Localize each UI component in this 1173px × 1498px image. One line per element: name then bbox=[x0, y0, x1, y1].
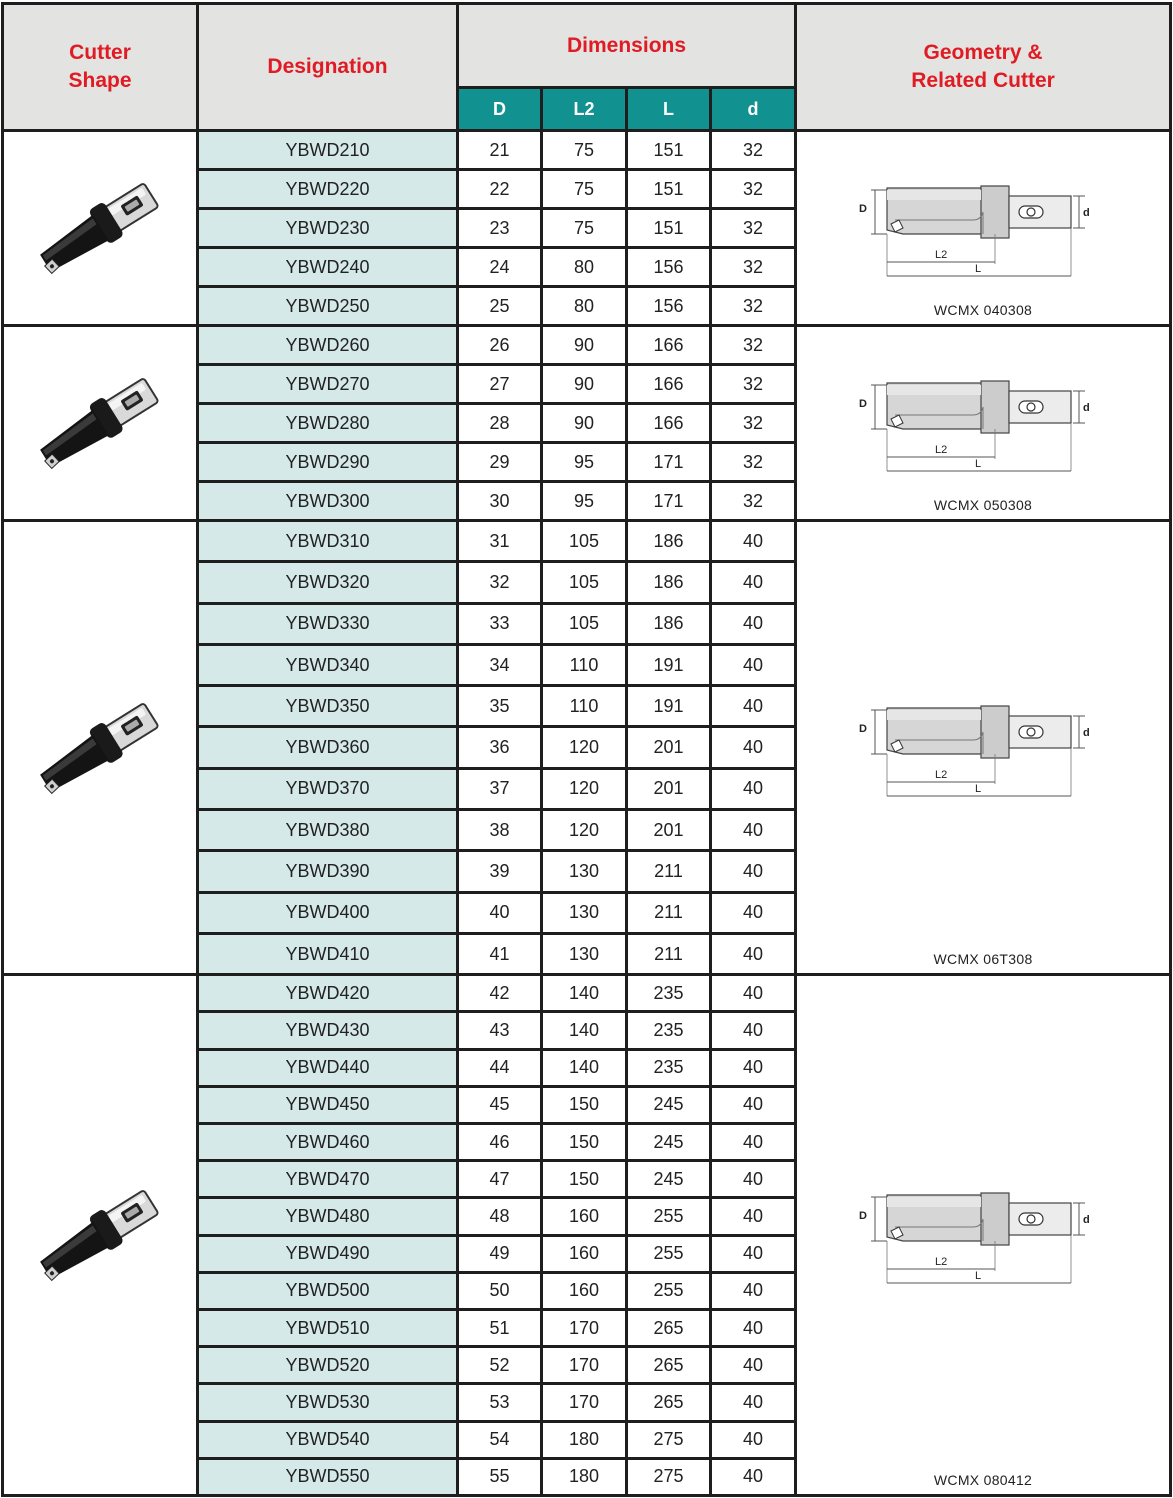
insert-code: WCMX 040308 bbox=[933, 302, 1033, 318]
dim-L-cell: 186 bbox=[627, 562, 711, 603]
dim-D-cell: 29 bbox=[458, 443, 542, 482]
dim-L-cell: 201 bbox=[627, 768, 711, 809]
dim-L2-cell: 80 bbox=[542, 287, 627, 326]
dim-L-cell: 245 bbox=[627, 1086, 711, 1123]
dim-L2-cell: 75 bbox=[542, 131, 627, 170]
dim-L-cell: 211 bbox=[627, 892, 711, 933]
dim-L2-cell: 105 bbox=[542, 562, 627, 603]
designation-cell: YBWD550 bbox=[198, 1458, 458, 1495]
dim-D-cell: 35 bbox=[458, 686, 542, 727]
dim-D-cell: 31 bbox=[458, 521, 542, 562]
drawing-label-L2: L2 bbox=[935, 1256, 948, 1269]
drawing-label-d: d bbox=[1083, 1214, 1090, 1227]
geometry-drawing bbox=[796, 131, 1171, 326]
cutter-dimension-drawing bbox=[853, 363, 1113, 483]
cutter-dimension-drawing bbox=[853, 168, 1113, 288]
insert-code: WCMX 080412 bbox=[933, 1471, 1033, 1488]
dim-D-cell: 51 bbox=[458, 1309, 542, 1346]
dim-L-cell: 255 bbox=[627, 1272, 711, 1309]
geometry-drawing bbox=[796, 975, 1171, 1496]
dim-L2-cell: 130 bbox=[542, 892, 627, 933]
spec-table bbox=[1, 2, 1172, 1497]
dim-L2-cell: 90 bbox=[542, 365, 627, 404]
dim-L-cell: 156 bbox=[627, 287, 711, 326]
designation-cell: YBWD370 bbox=[198, 768, 458, 809]
designation-cell: YBWD460 bbox=[198, 1124, 458, 1161]
dim-D-cell: 49 bbox=[458, 1235, 542, 1272]
dim-d-cell: 40 bbox=[711, 768, 796, 809]
dim-L-cell: 265 bbox=[627, 1347, 711, 1384]
drawing-label-D: D bbox=[859, 1210, 867, 1223]
dim-d-cell: 40 bbox=[711, 1384, 796, 1421]
designation-cell: YBWD220 bbox=[198, 170, 458, 209]
dim-L-cell: 186 bbox=[627, 603, 711, 644]
designation-cell: YBWD250 bbox=[198, 287, 458, 326]
drawing-label-L: L bbox=[975, 263, 982, 275]
dim-d-cell: 40 bbox=[711, 1458, 796, 1495]
drawing-label-L2: L2 bbox=[935, 444, 948, 456]
dim-d-cell: 40 bbox=[711, 1124, 796, 1161]
dim-D-cell: 45 bbox=[458, 1086, 542, 1123]
dim-d-cell: 40 bbox=[711, 1012, 796, 1049]
drawing-label-L2: L2 bbox=[935, 249, 948, 261]
designation-cell: YBWD270 bbox=[198, 365, 458, 404]
dim-d-cell: 40 bbox=[711, 686, 796, 727]
dim-L-cell: 275 bbox=[627, 1421, 711, 1458]
cutter-shape-image bbox=[3, 975, 198, 1496]
dim-L-cell: 235 bbox=[627, 1012, 711, 1049]
spec-table-body bbox=[3, 131, 1171, 1496]
dim-L2-cell: 170 bbox=[542, 1384, 627, 1421]
designation-cell: YBWD310 bbox=[198, 521, 458, 562]
dim-D-cell: 43 bbox=[458, 1012, 542, 1049]
drawing-label-L: L bbox=[975, 782, 982, 795]
dim-L-cell: 201 bbox=[627, 810, 711, 851]
drawing-label-d: d bbox=[1083, 402, 1090, 414]
dim-L-cell: 166 bbox=[627, 365, 711, 404]
dim-D-cell: 25 bbox=[458, 287, 542, 326]
dim-D-cell: 52 bbox=[458, 1347, 542, 1384]
dim-L2-cell: 130 bbox=[542, 933, 627, 974]
dim-L2-cell: 180 bbox=[542, 1421, 627, 1458]
dim-D-cell: 38 bbox=[458, 810, 542, 851]
cutter-shape-image bbox=[3, 521, 198, 975]
dim-L2-cell: 90 bbox=[542, 326, 627, 365]
dim-d-cell: 40 bbox=[711, 521, 796, 562]
designation-cell: YBWD320 bbox=[198, 562, 458, 603]
cutter-shape-image bbox=[3, 326, 198, 521]
drawing-label-L: L bbox=[975, 1270, 982, 1283]
dim-L-cell: 235 bbox=[627, 1049, 711, 1086]
dim-L2-cell: 105 bbox=[542, 521, 627, 562]
designation-cell: YBWD260 bbox=[198, 326, 458, 365]
dim-D-cell: 28 bbox=[458, 404, 542, 443]
dim-L2-cell: 170 bbox=[542, 1309, 627, 1346]
dim-D-cell: 32 bbox=[458, 562, 542, 603]
geometry-drawing bbox=[796, 326, 1171, 521]
dim-L2-cell: 140 bbox=[542, 1012, 627, 1049]
dim-d-cell: 32 bbox=[711, 326, 796, 365]
dim-D-cell: 30 bbox=[458, 482, 542, 521]
drawing-label-D: D bbox=[859, 203, 867, 215]
header-D: D bbox=[458, 88, 542, 131]
header-dimensions: Dimensions bbox=[458, 4, 796, 88]
dim-L-cell: 211 bbox=[627, 851, 711, 892]
dim-L-cell: 191 bbox=[627, 686, 711, 727]
dim-L2-cell: 150 bbox=[542, 1086, 627, 1123]
designation-cell: YBWD400 bbox=[198, 892, 458, 933]
dim-L-cell: 156 bbox=[627, 248, 711, 287]
designation-cell: YBWD500 bbox=[198, 1272, 458, 1309]
dim-d-cell: 40 bbox=[711, 1086, 796, 1123]
dim-d-cell: 32 bbox=[711, 404, 796, 443]
dim-L-cell: 265 bbox=[627, 1309, 711, 1346]
dim-L-cell: 265 bbox=[627, 1384, 711, 1421]
dim-D-cell: 24 bbox=[458, 248, 542, 287]
dim-L-cell: 166 bbox=[627, 326, 711, 365]
drawing-label-d: d bbox=[1083, 207, 1090, 219]
dim-d-cell: 40 bbox=[711, 1161, 796, 1198]
dim-D-cell: 23 bbox=[458, 209, 542, 248]
dim-D-cell: 26 bbox=[458, 326, 542, 365]
drawing-label-L: L bbox=[975, 458, 982, 470]
dim-L-cell: 235 bbox=[627, 975, 711, 1012]
drawing-label-L2: L2 bbox=[935, 768, 948, 781]
dim-d-cell: 40 bbox=[711, 892, 796, 933]
dim-L2-cell: 120 bbox=[542, 727, 627, 768]
header-designation: Designation bbox=[198, 4, 458, 131]
insert-code: WCMX 06T308 bbox=[933, 951, 1033, 968]
dim-L2-cell: 180 bbox=[542, 1458, 627, 1495]
designation-cell: YBWD350 bbox=[198, 686, 458, 727]
dim-d-cell: 40 bbox=[711, 644, 796, 685]
dim-L2-cell: 140 bbox=[542, 1049, 627, 1086]
dim-D-cell: 39 bbox=[458, 851, 542, 892]
dim-L2-cell: 150 bbox=[542, 1124, 627, 1161]
drawing-label-D: D bbox=[859, 398, 867, 410]
dim-L-cell: 245 bbox=[627, 1124, 711, 1161]
designation-cell: YBWD450 bbox=[198, 1086, 458, 1123]
drawing-label-d: d bbox=[1083, 726, 1090, 739]
dim-d-cell: 40 bbox=[711, 1347, 796, 1384]
dim-D-cell: 53 bbox=[458, 1384, 542, 1421]
dim-L-cell: 191 bbox=[627, 644, 711, 685]
dim-L2-cell: 160 bbox=[542, 1272, 627, 1309]
table-row bbox=[3, 326, 1171, 365]
dim-L2-cell: 95 bbox=[542, 443, 627, 482]
designation-cell: YBWD210 bbox=[198, 131, 458, 170]
table-row bbox=[3, 521, 1171, 562]
designation-cell: YBWD330 bbox=[198, 603, 458, 644]
dim-d-cell: 40 bbox=[711, 727, 796, 768]
dim-L-cell: 211 bbox=[627, 933, 711, 974]
dim-d-cell: 40 bbox=[711, 933, 796, 974]
dim-d-cell: 40 bbox=[711, 1049, 796, 1086]
dim-L2-cell: 80 bbox=[542, 248, 627, 287]
cutter-dimension-drawing bbox=[853, 688, 1113, 808]
dim-D-cell: 55 bbox=[458, 1458, 542, 1495]
dim-L-cell: 151 bbox=[627, 170, 711, 209]
dim-D-cell: 41 bbox=[458, 933, 542, 974]
designation-cell: YBWD420 bbox=[198, 975, 458, 1012]
dim-L-cell: 255 bbox=[627, 1235, 711, 1272]
dim-L2-cell: 170 bbox=[542, 1347, 627, 1384]
dim-d-cell: 32 bbox=[711, 365, 796, 404]
designation-cell: YBWD520 bbox=[198, 1347, 458, 1384]
dim-D-cell: 22 bbox=[458, 170, 542, 209]
geometry-drawing bbox=[796, 521, 1171, 975]
drawing-label-D: D bbox=[859, 722, 867, 735]
dim-D-cell: 33 bbox=[458, 603, 542, 644]
dim-L2-cell: 110 bbox=[542, 686, 627, 727]
dim-D-cell: 50 bbox=[458, 1272, 542, 1309]
dim-D-cell: 36 bbox=[458, 727, 542, 768]
cutter-shape-image bbox=[3, 131, 198, 326]
dim-D-cell: 54 bbox=[458, 1421, 542, 1458]
dim-L-cell: 171 bbox=[627, 482, 711, 521]
dim-L2-cell: 110 bbox=[542, 644, 627, 685]
dim-d-cell: 40 bbox=[711, 1272, 796, 1309]
designation-cell: YBWD290 bbox=[198, 443, 458, 482]
dim-L2-cell: 75 bbox=[542, 209, 627, 248]
dim-L2-cell: 140 bbox=[542, 975, 627, 1012]
dim-D-cell: 37 bbox=[458, 768, 542, 809]
dim-L2-cell: 90 bbox=[542, 404, 627, 443]
header-cutter-shape: Cutter Shape bbox=[3, 4, 198, 131]
dim-L-cell: 255 bbox=[627, 1198, 711, 1235]
designation-cell: YBWD280 bbox=[198, 404, 458, 443]
dim-d-cell: 40 bbox=[711, 1198, 796, 1235]
dim-L2-cell: 120 bbox=[542, 810, 627, 851]
designation-cell: YBWD340 bbox=[198, 644, 458, 685]
designation-cell: YBWD530 bbox=[198, 1384, 458, 1421]
header-L: L bbox=[627, 88, 711, 131]
dim-d-cell: 40 bbox=[711, 975, 796, 1012]
header-L2: L2 bbox=[542, 88, 627, 131]
dim-L2-cell: 75 bbox=[542, 170, 627, 209]
header-geometry: Geometry & Related Cutter bbox=[796, 4, 1171, 131]
dim-D-cell: 21 bbox=[458, 131, 542, 170]
header-d: d bbox=[711, 88, 796, 131]
dim-L-cell: 201 bbox=[627, 727, 711, 768]
dim-D-cell: 48 bbox=[458, 1198, 542, 1235]
dim-L2-cell: 160 bbox=[542, 1235, 627, 1272]
dim-d-cell: 40 bbox=[711, 562, 796, 603]
designation-cell: YBWD230 bbox=[198, 209, 458, 248]
dim-L2-cell: 160 bbox=[542, 1198, 627, 1235]
dim-d-cell: 40 bbox=[711, 851, 796, 892]
dim-d-cell: 32 bbox=[711, 248, 796, 287]
table-row bbox=[3, 975, 1171, 1012]
dim-L-cell: 151 bbox=[627, 131, 711, 170]
designation-cell: YBWD480 bbox=[198, 1198, 458, 1235]
designation-cell: YBWD540 bbox=[198, 1421, 458, 1458]
designation-cell: YBWD240 bbox=[198, 248, 458, 287]
dim-D-cell: 44 bbox=[458, 1049, 542, 1086]
dim-D-cell: 34 bbox=[458, 644, 542, 685]
designation-cell: YBWD440 bbox=[198, 1049, 458, 1086]
dim-L2-cell: 95 bbox=[542, 482, 627, 521]
dim-L-cell: 166 bbox=[627, 404, 711, 443]
dim-d-cell: 32 bbox=[711, 131, 796, 170]
dim-L2-cell: 150 bbox=[542, 1161, 627, 1198]
designation-cell: YBWD410 bbox=[198, 933, 458, 974]
dim-d-cell: 40 bbox=[711, 1235, 796, 1272]
dim-L-cell: 275 bbox=[627, 1458, 711, 1495]
dim-L2-cell: 105 bbox=[542, 603, 627, 644]
table-row bbox=[3, 131, 1171, 170]
dim-D-cell: 42 bbox=[458, 975, 542, 1012]
designation-cell: YBWD360 bbox=[198, 727, 458, 768]
dim-D-cell: 27 bbox=[458, 365, 542, 404]
dim-d-cell: 40 bbox=[711, 1309, 796, 1346]
dim-L2-cell: 120 bbox=[542, 768, 627, 809]
designation-cell: YBWD430 bbox=[198, 1012, 458, 1049]
designation-cell: YBWD490 bbox=[198, 1235, 458, 1272]
designation-cell: YBWD390 bbox=[198, 851, 458, 892]
dim-L-cell: 151 bbox=[627, 209, 711, 248]
dim-d-cell: 32 bbox=[711, 209, 796, 248]
designation-cell: YBWD510 bbox=[198, 1309, 458, 1346]
dim-L2-cell: 130 bbox=[542, 851, 627, 892]
dim-d-cell: 40 bbox=[711, 810, 796, 851]
dim-d-cell: 32 bbox=[711, 443, 796, 482]
dim-L-cell: 186 bbox=[627, 521, 711, 562]
dim-d-cell: 40 bbox=[711, 1421, 796, 1458]
dim-d-cell: 32 bbox=[711, 170, 796, 209]
dim-D-cell: 40 bbox=[458, 892, 542, 933]
dim-L-cell: 245 bbox=[627, 1161, 711, 1198]
dim-D-cell: 46 bbox=[458, 1124, 542, 1161]
dim-d-cell: 32 bbox=[711, 287, 796, 326]
dim-d-cell: 32 bbox=[711, 482, 796, 521]
dim-d-cell: 40 bbox=[711, 603, 796, 644]
dim-L-cell: 171 bbox=[627, 443, 711, 482]
designation-cell: YBWD380 bbox=[198, 810, 458, 851]
cutter-dimension-drawing bbox=[853, 1175, 1113, 1295]
designation-cell: YBWD470 bbox=[198, 1161, 458, 1198]
insert-code: WCMX 050308 bbox=[933, 497, 1033, 513]
designation-cell: YBWD300 bbox=[198, 482, 458, 521]
dim-D-cell: 47 bbox=[458, 1161, 542, 1198]
